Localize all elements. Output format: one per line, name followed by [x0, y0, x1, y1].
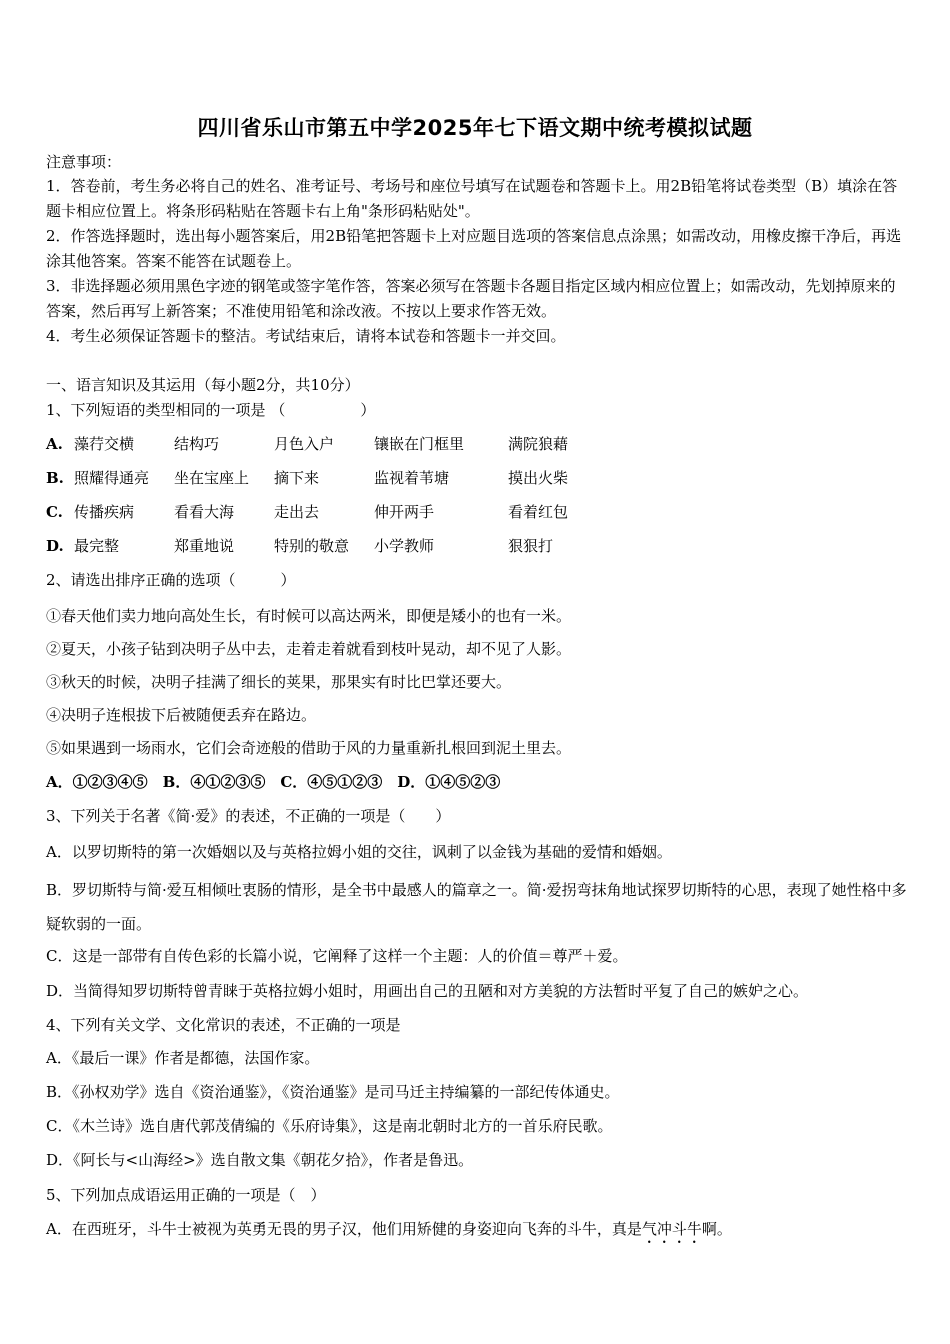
q2-sentence-3: ③秋天的时候，决明子挂满了细长的荚果，那果实有时比巴掌还要大。	[46, 673, 512, 691]
q3-option-a: A．以罗切斯特的第一次婚姻以及与英格拉姆小姐的交往，讽刺了以金钱为基础的爱情和婚姻。	[46, 843, 672, 861]
q2-stem: 2、请选出排序正确的选项（ ）	[46, 571, 296, 589]
phrase: 坐在宝座上	[174, 469, 250, 487]
option-label: D.	[46, 537, 64, 555]
option-label: B.	[46, 469, 64, 487]
q4-option-b: B．《孙权劝学》选自《资治通鉴》，《资治通鉴》是司马迁主持编纂的一部纪传体通史。	[46, 1083, 620, 1101]
phrase: 月色入户	[274, 435, 335, 453]
phrase: 监视着苇塘	[374, 469, 450, 487]
phrase: 摸出火柴	[508, 469, 569, 487]
phrase: 看看大海	[174, 503, 235, 521]
phrase: 特别的敬意	[274, 537, 350, 555]
phrase: 最完整	[74, 537, 120, 555]
notice-item-1: 1．答卷前，考生务必将自己的姓名、准考证号、考场号和座位号填写在试题卷和答题卡上。用2B铅笔将试卷类型（B）填涂在答题卡相应位置上。将条形码粘贴在答题卡右上角"条形码粘贴处"。	[46, 177, 898, 220]
phrase: 藻荇交横	[74, 435, 135, 453]
q2-sentence-2: ②夏天，小孩子钻到决明子丛中去，走着走着就看到枝叶晃动，却不见了人影。	[46, 640, 572, 658]
q5-option-a-end: 啊。	[701, 1220, 732, 1238]
q3-stem: 3、下列关于名著《简·爱》的表述，不正确的一项是（ ）	[46, 807, 451, 825]
phrase: 镶嵌在门框里	[374, 435, 465, 453]
phrase: 摘下来	[274, 469, 320, 487]
notice-item-3: 3．非选择题必须用黑色字迹的钢笔或签字笔作答，答案必须写在答题卡各题目指定区域内相应位置上；如需改动，先划掉原来的答案，然后再写上新答案；不准使用铅笔和涂改液。不按以上要求作答无效。	[46, 277, 896, 320]
phrase: 伸开两手	[374, 503, 435, 521]
notice-heading: 注意事项：	[46, 153, 122, 171]
q5-option-a-text: A．在西班牙，斗牛士被视为英勇无畏的男子汉，他们用矫健的身姿迎向飞奔的斗牛，真是	[46, 1220, 642, 1238]
notice-item-4: 4．考生必须保证答题卡的整洁。考试结束后，请将本试卷和答题卡一并交回。	[46, 327, 566, 345]
phrase: 狠狠打	[508, 537, 554, 555]
q4-stem: 4、下列有关文学、文化常识的表述，不正确的一项是	[46, 1016, 401, 1034]
notice-item-2: 2．作答选择题时，选出每小题答案后，用2B铅笔把答题卡上对应题目选项的答案信息点涂黑；如需改动，用橡皮擦干净后，再选涂其他答案。答案不能答在试题卷上。	[46, 227, 902, 270]
q5-stem: 5、下列加点成语运用正确的一项是（ ）	[46, 1186, 326, 1204]
phrase: 走出去	[274, 503, 320, 521]
q2-sentence-4: ④决明子连根拔下后被随便丢弃在路边。	[46, 706, 317, 724]
option-label: C.	[46, 503, 63, 521]
phrase: 郑重地说	[174, 537, 235, 555]
q2-options: A．①②③④⑤ B．④①②③⑤ C．④⑤①②③ D．①④⑤②③	[46, 773, 501, 791]
phrase: 看着红包	[508, 503, 569, 521]
marked-idiom: 气冲斗牛	[641, 1220, 702, 1238]
phrase: 传播疾病	[74, 503, 135, 521]
q5-option-a	[46, 1219, 732, 1247]
q2-sentence-5: ⑤如果遇到一场雨水，它们会奇迹般的借助于风的力量重新扎根回到泥土里去。	[46, 739, 572, 757]
phrase: 满院狼藉	[508, 435, 569, 453]
q3-option-d: D．当简得知罗切斯特曾青睐于英格拉姆小姐时，用画出自己的丑陋和对方美貌的方法暂时平复了自己的嫉妒之心。	[46, 982, 809, 1000]
option-label: A.	[46, 435, 63, 453]
q4-option-d: D．《阿长与<山海经>》选自散文集《朝花夕拾》，作者是鲁迅。	[46, 1151, 474, 1169]
q3-option-c: C．这是一部带有自传色彩的长篇小说，它阐释了这样一个主题：人的价值＝尊严＋爱。	[46, 947, 628, 965]
phrase: 照耀得通亮	[74, 469, 150, 487]
q2-sentence-1: ①春天他们卖力地向高处生长，有时候可以高达两米，即便是矮小的也有一米。	[46, 607, 572, 625]
q1-stem: 1、下列短语的类型相同的一项是 （ ）	[46, 401, 376, 419]
page-title: 四川省乐山市第五中学2025年七下语文期中统考模拟试题	[197, 116, 753, 140]
section-heading: 一、语言知识及其运用（每小题2分，共10分）	[46, 376, 360, 394]
q4-option-c: C．《木兰诗》选自唐代郭茂倩编的《乐府诗集》，这是南北朝时北方的一首乐府民歌。	[46, 1117, 613, 1135]
q3-option-b: B．罗切斯特与简·爱互相倾吐衷肠的情形，是全书中最感人的篇章之一。简·爱拐弯抹角地试探罗切斯特的心思，表现了她性格中多疑软弱的一面。	[46, 881, 907, 933]
phrase: 结构巧	[174, 435, 220, 453]
q4-option-a: A．《最后一课》作者是都德，法国作家。	[46, 1049, 320, 1067]
phrase: 小学教师	[374, 537, 435, 555]
